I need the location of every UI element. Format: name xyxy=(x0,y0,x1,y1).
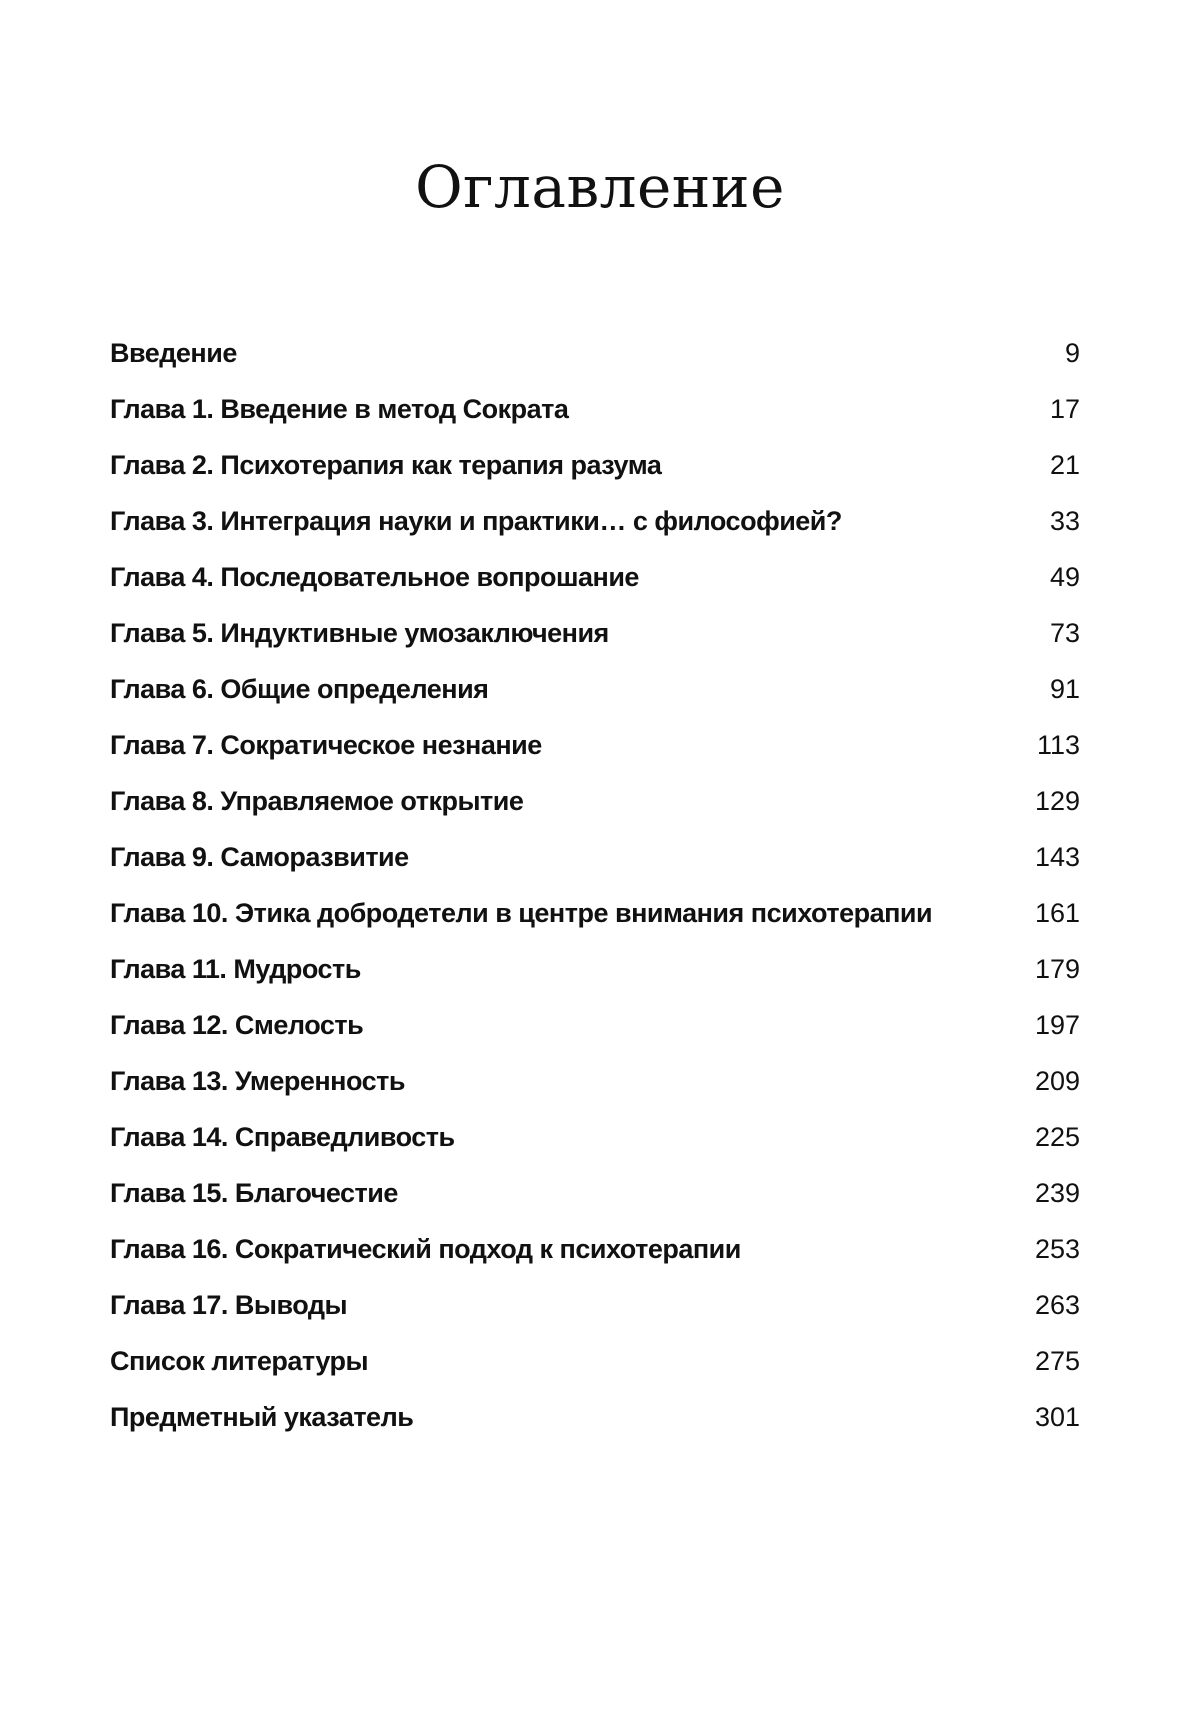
toc-entry xyxy=(110,950,1080,1006)
toc-entry-label: Глава 16. Сократический подход к психотерапии xyxy=(110,1234,741,1264)
toc-entry-label: Глава 13. Умеренность xyxy=(110,1066,405,1096)
toc-entry-label: Глава 15. Благочестие xyxy=(110,1178,398,1208)
toc-entry-page: 73 xyxy=(1049,618,1080,648)
toc-entry-label: Глава 7. Сократическое незнание xyxy=(110,730,542,760)
toc-entry-label: Список литературы xyxy=(110,1346,369,1376)
toc-entry xyxy=(110,446,1080,502)
toc-entry-label: Глава 3. Интеграция науки и практики… с философией? xyxy=(110,506,842,536)
toc-entry-label: Глава 17. Выводы xyxy=(110,1290,348,1320)
toc-entry xyxy=(110,334,1080,390)
toc-entry xyxy=(110,670,1080,726)
toc-entry xyxy=(110,502,1080,558)
toc-entry xyxy=(110,614,1080,670)
toc-entry-page: 179 xyxy=(1034,954,1080,984)
toc-entry-page: 225 xyxy=(1034,1122,1080,1152)
toc-entry-page: 239 xyxy=(1034,1178,1080,1208)
toc-entry-label: Глава 4. Последовательное вопрошание xyxy=(110,562,639,592)
toc-entry-page: 253 xyxy=(1034,1234,1080,1264)
toc-entry-label: Глава 5. Индуктивные умозаключения xyxy=(110,618,609,648)
toc-entry-page: 113 xyxy=(1036,730,1080,760)
toc-entry xyxy=(110,726,1080,782)
toc-entry xyxy=(110,558,1080,614)
toc-entry xyxy=(110,782,1080,838)
toc-entry-label: Глава 1. Введение в метод Сократа xyxy=(110,394,569,424)
toc-entry xyxy=(110,1342,1080,1398)
toc-entry-page: 301 xyxy=(1034,1402,1080,1432)
toc-entry-page: 263 xyxy=(1034,1290,1080,1320)
toc-entry xyxy=(110,390,1080,446)
table-of-contents xyxy=(110,334,1080,1454)
toc-entry-label: Введение xyxy=(110,338,237,368)
toc-entry-page: 143 xyxy=(1034,842,1080,872)
toc-entry-page: 197 xyxy=(1034,1010,1080,1040)
page-title: Оглавление xyxy=(415,153,785,221)
toc-entry-page: 161 xyxy=(1034,898,1080,928)
toc-entry-page: 33 xyxy=(1049,506,1080,536)
toc-entry-page: 49 xyxy=(1049,562,1080,592)
toc-entry-page: 129 xyxy=(1034,786,1080,816)
toc-entry-page: 275 xyxy=(1034,1346,1080,1376)
toc-entry xyxy=(110,1230,1080,1286)
toc-entry-label: Предметный указатель xyxy=(110,1402,414,1432)
toc-entry xyxy=(110,1006,1080,1062)
toc-entry xyxy=(110,1118,1080,1174)
toc-entry xyxy=(110,894,1080,950)
toc-entry-label: Глава 14. Справедливость xyxy=(110,1122,455,1152)
toc-entry-label: Глава 2. Психотерапия как терапия разума xyxy=(110,450,662,480)
toc-entry xyxy=(110,1398,1080,1454)
toc-entry-page: 21 xyxy=(1049,450,1080,480)
toc-entry-label: Глава 9. Саморазвитие xyxy=(110,842,409,872)
toc-entry xyxy=(110,1286,1080,1342)
toc-entry-page: 91 xyxy=(1049,674,1080,704)
toc-entry xyxy=(110,1062,1080,1118)
toc-entry-page: 9 xyxy=(1064,338,1080,368)
toc-entry xyxy=(110,838,1080,894)
toc-entry-page: 209 xyxy=(1034,1066,1080,1096)
toc-entry-label: Глава 12. Смелость xyxy=(110,1010,364,1040)
toc-entry-page: 17 xyxy=(1049,394,1080,424)
toc-entry-label: Глава 6. Общие определения xyxy=(110,674,489,704)
toc-entry-label: Глава 8. Управляемое открытие xyxy=(110,786,524,816)
toc-entry xyxy=(110,1174,1080,1230)
toc-entry-label: Глава 10. Этика добродетели в центре внимания психотерапии xyxy=(110,898,933,928)
toc-entry-label: Глава 11. Мудрость xyxy=(110,954,361,984)
